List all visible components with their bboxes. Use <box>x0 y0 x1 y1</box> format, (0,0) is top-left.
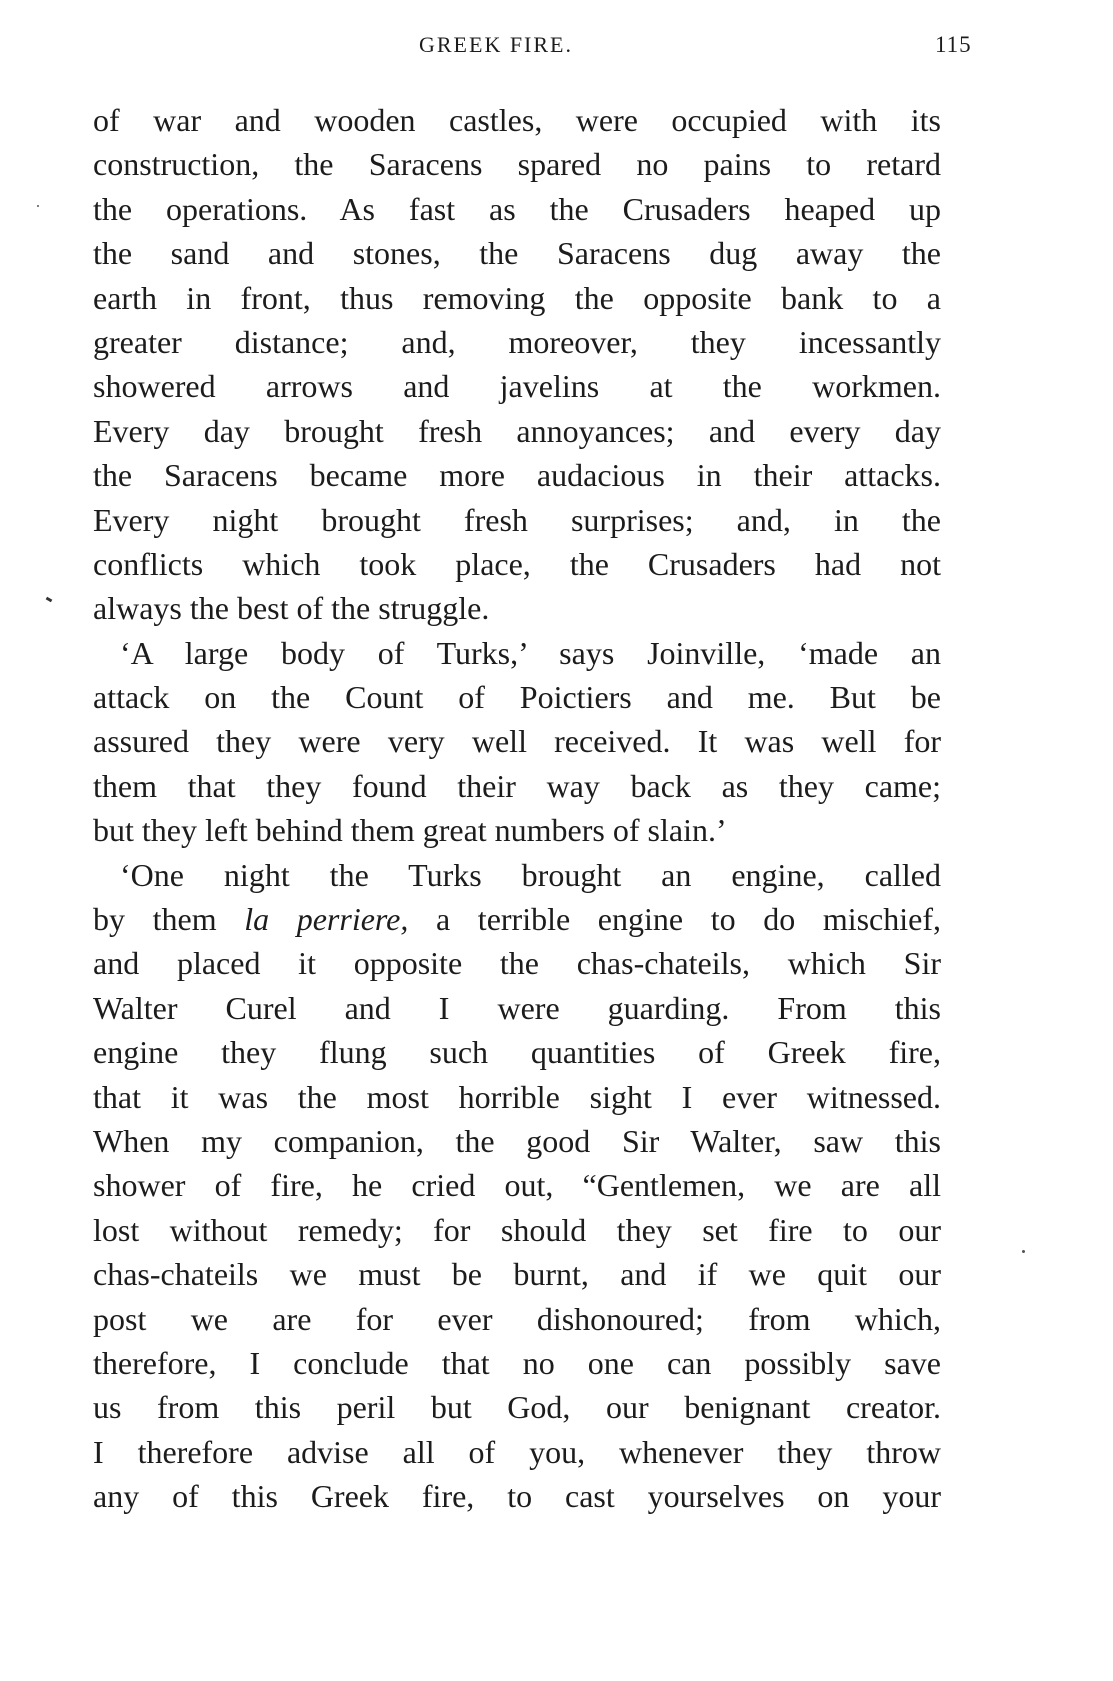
text-line: construction, the Saracens spared no pains to retard <box>93 146 941 183</box>
text-line: conflicts which took place, the Crusaders had not <box>93 545 941 582</box>
text-line: always the best of the struggle. <box>93 590 490 627</box>
text-line: that it was the most horrible sight I ever witnessed. <box>93 1078 941 1115</box>
text-line: the Saracens became more audacious in their attacks. <box>93 457 941 494</box>
running-title: GREEK FIRE. <box>419 32 573 57</box>
text-line: earth in front, thus removing the opposite bank to a <box>93 279 941 316</box>
text-line: When my companion, the good Sir Walter, saw this <box>93 1122 941 1159</box>
text-line: I therefore advise all of you, whenever they throw <box>93 1433 941 1470</box>
text-line: lost without remedy; for should they set fire to our <box>93 1211 941 1248</box>
paper-speck <box>1022 1250 1025 1253</box>
text-line: of war and wooden castles, were occupied with its <box>93 102 941 138</box>
text-line: but they left behind them great numbers of slain.’ <box>93 812 727 849</box>
running-head <box>0 32 1113 62</box>
text-line: us from this peril but God, our benignant creator. <box>93 1389 941 1426</box>
text-line: therefore, I conclude that no one can possibly save <box>93 1344 941 1381</box>
paper-speck <box>37 205 39 207</box>
text-line: ‘One night the Turks brought an engine, called <box>120 856 941 893</box>
line-rest: a terrible engine to do mischief, <box>435 901 941 938</box>
text-line: attack on the Count of Poictiers and me. But be <box>93 679 941 716</box>
text-line: the sand and stones, the Saracens dug away the <box>93 235 941 272</box>
text-line: greater distance; and, moreover, they incessantly <box>93 323 941 360</box>
margin-mark <box>46 597 53 603</box>
text-line: engine they flung such quantities of Greek fire, <box>93 1034 941 1071</box>
text-line: shower of fire, he cried out, “Gentlemen, we are all <box>93 1167 941 1204</box>
text-line <box>93 897 941 941</box>
italic-term: la perriere, <box>244 901 409 938</box>
text-line: Every night brought fresh surprises; and, in the <box>93 501 941 538</box>
line-prefix: by them <box>93 901 217 938</box>
page-number: 115 <box>935 32 972 57</box>
text-line: assured they were very well received. It was well for <box>93 723 941 760</box>
body-text <box>93 98 941 1519</box>
text-line: any of this Greek fire, to cast yourselves on your <box>93 1478 941 1515</box>
text-line: post we are for ever dishonoured; from which, <box>93 1300 941 1337</box>
text-line: chas-chateils we must be burnt, and if we quit our <box>93 1256 941 1293</box>
text-line: showered arrows and javelins at the workmen. <box>93 368 941 405</box>
text-line: the operations. As fast as the Crusaders heaped up <box>93 190 941 227</box>
text-line: ‘A large body of Turks,’ says Joinville, ‘made an <box>120 634 941 671</box>
text-line: Every day brought fresh annoyances; and every day <box>93 412 941 449</box>
text-line: Walter Curel and I were guarding. From this <box>93 989 941 1026</box>
text-line: and placed it opposite the chas-chateils, which Sir <box>93 945 941 982</box>
text-line: them that they found their way back as they came; <box>93 767 941 804</box>
